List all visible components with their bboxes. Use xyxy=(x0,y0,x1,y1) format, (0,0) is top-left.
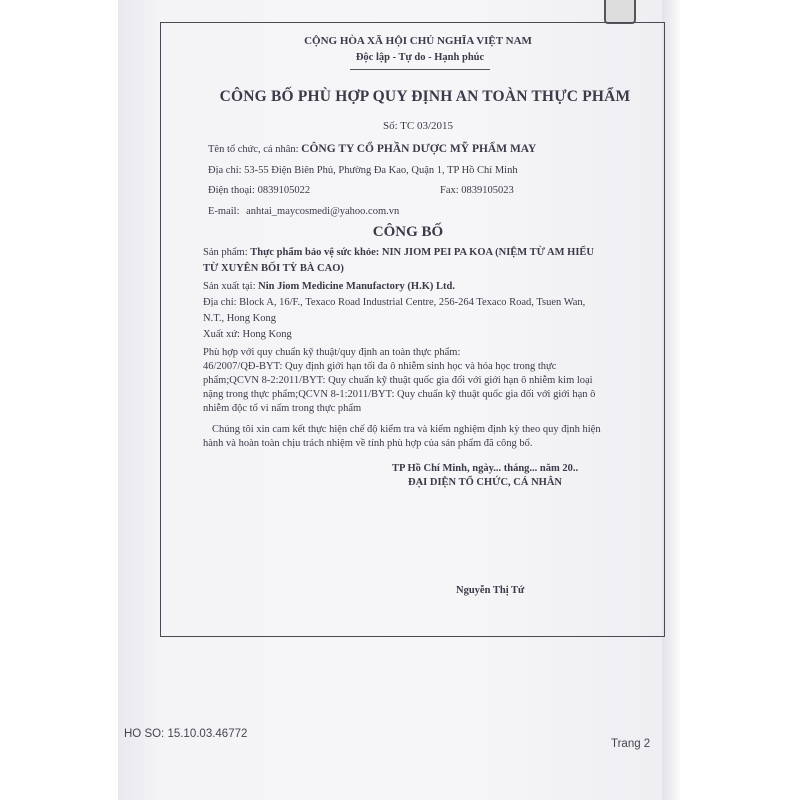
declare-heading: CÔNG BỐ xyxy=(372,224,444,240)
signer-name: Nguyễn Thị Tứ xyxy=(456,585,525,596)
org-name-label: Tên tổ chức, cá nhân: xyxy=(208,144,299,155)
org-email: anhtai_maycosmedi@yahoo.com.vn xyxy=(246,206,400,217)
product-label: Sản phẩm: xyxy=(203,247,248,258)
org-email-label: E-mail: xyxy=(208,206,240,217)
commitment-line-1: Chúng tôi xin cam kết thực hiện chế độ kiểm tra và kiểm nghiệm định kỳ theo quy định hiện xyxy=(212,424,601,435)
org-phone: Điện thoại: 0839105022 xyxy=(208,185,311,196)
product-name-2: TỪ XUYÊN BỐI TỲ BÀ CAO) xyxy=(203,263,344,274)
motto-underline xyxy=(350,69,490,70)
conformity-line-1: 46/2007/QĐ-BYT: Quy định giới hạn tối đa ô nhiễm sinh học và hóa học trong thực xyxy=(203,361,557,372)
producer-address-2: N.T., Hong Kong xyxy=(203,313,277,324)
conformity-line-3: nặng trong thực phẩm;QCVN 8-1:2011/BYT: Quy chuẩn kỹ thuật quốc gia đối với giới hạn ô xyxy=(203,389,596,400)
org-email-row xyxy=(208,206,399,217)
document-title: CÔNG BỐ PHÙ HỢP QUY ĐỊNH AN TOÀN THỰC PHẨM xyxy=(219,88,631,105)
commitment-line-2: hành và hoàn toàn chịu trách nhiệm về tính phù hợp của sản phẩm đã công bố. xyxy=(203,438,533,449)
conformity-intro: Phù hợp với quy chuẩn kỹ thuật/quy định an toàn thực phẩm: xyxy=(203,347,461,358)
producer-origin: Xuất xứ: Hong Kong xyxy=(203,329,292,340)
country-header: CỘNG HÒA XÃ HỘI CHỦ NGHĨA VIỆT NAM xyxy=(304,35,532,47)
conformity-line-2: phẩm;QCVN 8-2:2011/BYT: Quy chuẩn kỹ thuật quốc gia đối với giới hạn ô nhiễm kim loại xyxy=(203,375,593,386)
motto: Độc lập - Tự do - Hạnh phúc xyxy=(355,52,485,63)
org-name: CÔNG TY CỔ PHẦN DƯỢC MỸ PHẨM MAY xyxy=(301,143,537,155)
producer-label: Sản xuất tại: xyxy=(203,281,256,292)
file-number: HO SO: 15.10.03.46772 xyxy=(124,728,248,740)
producer-row xyxy=(203,281,455,292)
conformity-line-4: nhiễm độc tố vi nấm trong thực phẩm xyxy=(203,403,362,414)
org-fax: Fax: 0839105023 xyxy=(440,185,514,196)
producer-name: Nin Jiom Medicine Manufactory (H.K) Ltd. xyxy=(258,281,455,292)
product-line-1 xyxy=(203,247,594,258)
org-name-row xyxy=(208,143,536,155)
producer-address-1: Địa chỉ: Block A, 16/F., Texaco Road Industrial Centre, 256-264 Texaco Road, Tsuen Wan, xyxy=(203,297,586,308)
binder-clip xyxy=(604,0,636,24)
page-number: Trang 2 xyxy=(611,738,651,750)
product-name-1: Thực phẩm bảo vệ sức khỏe: NIN JIOM PEI PA KOA (NIỆM TỪ AM HIỂU xyxy=(250,247,595,258)
document-number: Số: TC 03/2015 xyxy=(382,120,454,132)
org-address: Địa chỉ: 53-55 Điện Biên Phủ, Phường Đa Kao, Quận 1, TP Hồ Chí Minh xyxy=(208,165,518,176)
place-date: TP Hồ Chí Minh, ngày... tháng... năm 20.. xyxy=(392,463,579,474)
representative-title: ĐẠI DIỆN TỔ CHỨC, CÁ NHÂN xyxy=(408,477,563,488)
